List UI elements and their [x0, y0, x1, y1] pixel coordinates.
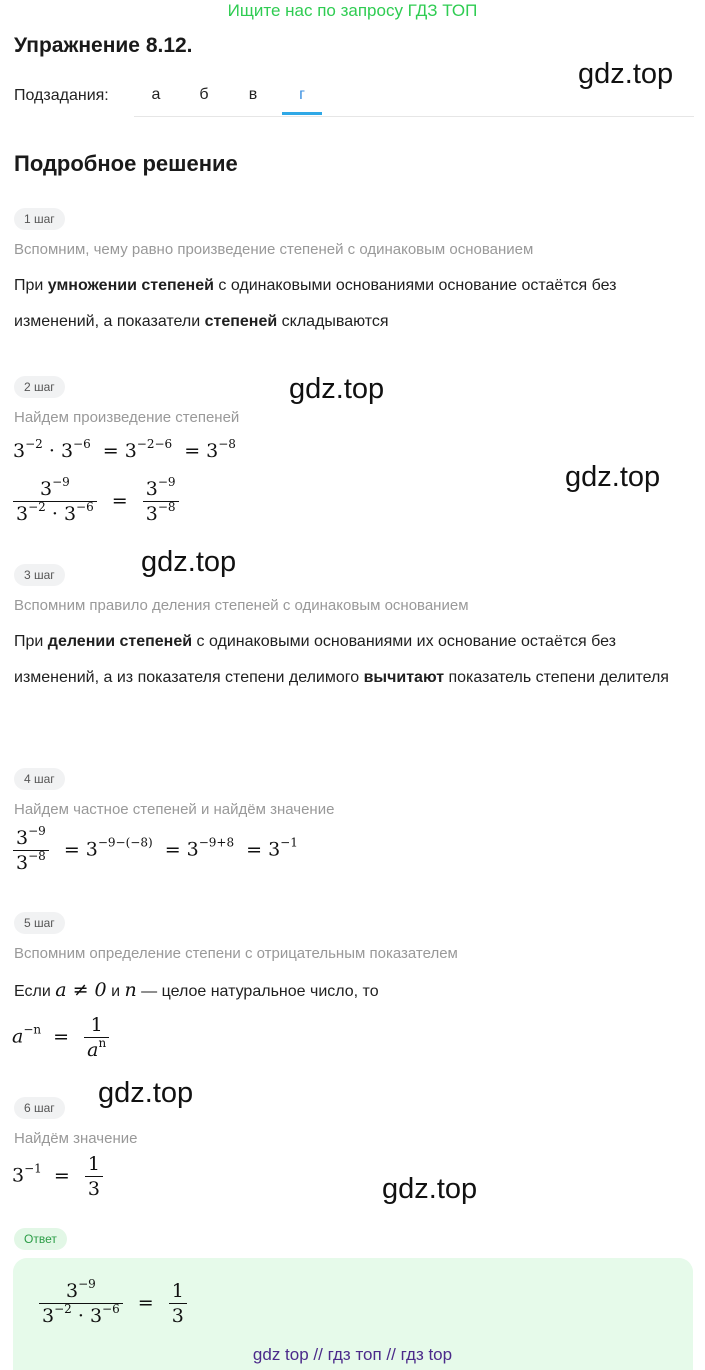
- step-badge: 3 шаг: [14, 564, 65, 586]
- step-badge: 5 шаг: [14, 912, 65, 934]
- step-text: При умножении степеней с одинаковыми основаниями основание остаётся без изменений, а показатели степеней складываются: [14, 277, 617, 330]
- answer-badge: Ответ: [14, 1228, 67, 1250]
- step-badge: 1 шаг: [14, 208, 65, 230]
- step-hint: Вспомним правило деления степеней с одинаковым основанием: [14, 597, 469, 614]
- watermark: gdz.top: [289, 373, 385, 405]
- tab-b[interactable]: б: [199, 86, 209, 103]
- tab-a[interactable]: а: [151, 86, 161, 103]
- step-hint: Вспомним, чему равно произведение степеней с одинаковым основанием: [14, 241, 534, 258]
- tab-v[interactable]: в: [248, 86, 258, 103]
- subtasks-tabs: [134, 80, 694, 117]
- watermark: gdz.top: [141, 546, 237, 578]
- watermark: gdz.top: [98, 1077, 194, 1109]
- page-title: Упражнение 8.12.: [14, 34, 193, 57]
- step-hint: Найдем произведение степеней: [14, 409, 240, 426]
- tab-g[interactable]: г: [282, 86, 322, 115]
- step-badge: 4 шаг: [14, 768, 65, 790]
- watermark: gdz.top: [382, 1173, 478, 1205]
- math-line: $\frac{3^{-9}}{3^{-8}}$ = $3^{-9-(-8)} = 3^{-9+8} = 3^{-1}$: [10, 827, 298, 874]
- math-line: $3^{-2} \cdot 3^{-6} = 3^{-2-6} = 3^{-8}$: [13, 437, 236, 462]
- math-line: $a^{-n}$ = $\frac{1}{a^n}$: [12, 1014, 112, 1061]
- promo-banner[interactable]: Ищите нас по запросу ГДЗ ТОП: [227, 1, 478, 20]
- section-title: Подробное решение: [14, 151, 238, 176]
- watermark: gdz.top: [565, 461, 661, 493]
- step-text: При делении степеней с одинаковыми основаниями их основание остаётся без изменений, а из показателя степени делимого вычитают показатель степени делителя: [14, 633, 669, 686]
- answer-math: $\frac{3^{-9}}{3^{-2} \cdot 3^{-6}}$ = $\frac{1}{3}$: [36, 1280, 190, 1327]
- step-badge: 6 шаг: [14, 1097, 65, 1119]
- subtasks-label: Подзадания:: [14, 87, 109, 104]
- footer-links[interactable]: gdz top // гдз топ // гдз top: [252, 1345, 453, 1364]
- step-hint: Вспомним определение степени с отрицательным показателем: [14, 945, 458, 962]
- step-hint: Найдем частное степеней и найдём значение: [14, 801, 335, 818]
- math-line: $3^{-1}$ = $\frac{1}{3}$: [12, 1153, 106, 1200]
- math-fraction-line: $\frac{3^{-9}}{3^{-2} \cdot 3^{-6}}$ = $\frac{3^{-9}}{3^{-8}}$: [10, 478, 182, 525]
- step-hint: Найдём значение: [14, 1130, 138, 1147]
- watermark: gdz.top: [578, 58, 674, 90]
- step-text: Если a ≠ 0 и n — целое натуральное число, то: [14, 979, 379, 1001]
- step-badge: 2 шаг: [14, 376, 65, 398]
